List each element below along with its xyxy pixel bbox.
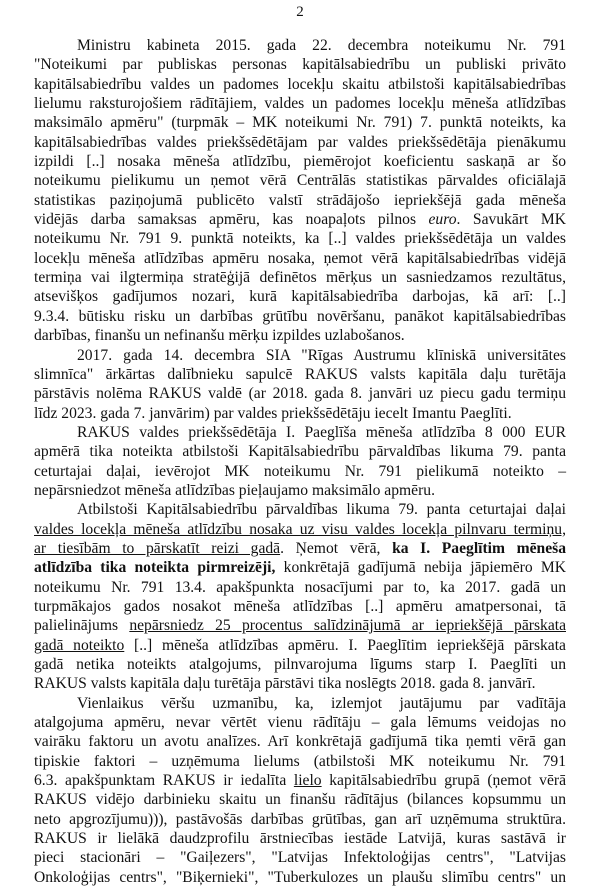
text-line — [34, 249, 566, 268]
text-line — [34, 578, 566, 597]
text-segment: apmērā tika noteikta atbilstoši Kapitālsabiedrību pārvaldības likuma 79. panta — [34, 443, 566, 461]
text-line — [34, 423, 566, 442]
text-line — [34, 94, 566, 113]
text-segment: turpmākajos gados nosakot mēneša atlīdzības [..] apmēru amatpersonai, tā — [34, 597, 566, 615]
text-line — [34, 616, 566, 635]
text-line — [34, 365, 566, 384]
text-segment: [..] mēneša atlīdzības apmēru. I. Paeglītim iepriekšējā pārskata — [124, 636, 566, 654]
text-line — [34, 868, 566, 887]
text-segment: atsevišķos gadījumos nozari, kurā kapitālsabiedrība darbojas, kā arī: [..] — [34, 288, 566, 306]
text-segment: ceturtajai daļai, ievērojot MK noteikumu Nr. 791 pielikumā noteikto – — [34, 462, 566, 480]
text-line — [34, 75, 566, 94]
document-body — [34, 36, 566, 887]
text-segment: 6.3. apakšpunktam RAKUS ir iedalīta — [34, 772, 294, 790]
text-segment: Ministru kabineta 2015. gada 22. decembra noteikumu Nr. 791 — [77, 37, 566, 54]
text-segment: . Savukārt MK — [456, 211, 566, 229]
text-line — [34, 36, 566, 55]
text-segment: vidējās darba samaksas apmēru, kas noapaļots pilnos — [34, 211, 429, 229]
text-line — [34, 558, 566, 577]
text-segment: maksimālo apmēru" (turpmāk – MK noteikumi Nr. 791) 7. punktā noteikts, ka — [34, 114, 566, 132]
text-segment: kapitālsabiedrību grupā (ņemot vērā — [321, 772, 566, 790]
text-segment: RAKUS valdes priekšsēdētāja I. Paeglīša mēneša atlīdzība 8 000 EUR — [77, 423, 566, 441]
text-segment: lielumu raksturojošiem rādītājiem, valdes un padomes locekļu mēneša atlīdzības — [34, 95, 566, 113]
text-line — [34, 287, 566, 306]
text-segment: RAKUS ir lielākā daudzprofilu ārstniecības iestāde Latvijā, kuras sastāvā ir — [34, 830, 566, 848]
text-segment: noteikumu pielikumu un ņemot vērā Centrālās statistikas pārvaldes oficiālajā — [34, 172, 566, 190]
text-segment: RAKUS vidējo darbinieku skaitu un finanšu rādītājus (bilances kopsummu un — [34, 791, 566, 809]
text-segment: atalgojuma apmēru, nevar vērtēt vienu rādītāju – gala lēmums veidojas no — [34, 714, 566, 732]
text-segment: Onkoloģijas centrs", "Biķernieki", "Tuberkulozes un plaušu slimību centrs" un — [34, 868, 566, 886]
text-segment: noteikumu Nr. 791 13.4. apakšpunkta nosacījumi par to, ka 2017. gadā un — [34, 578, 566, 596]
text-line — [34, 152, 566, 171]
text-line — [34, 539, 566, 558]
underlined-text: nepārsniedz 25 procentus salīdzinājumā ar iepriekšējā pārskata — [129, 617, 566, 635]
bold-text: ka I. Paeglītim mēneša — [392, 539, 567, 557]
text-line — [34, 171, 566, 190]
text-line — [34, 636, 566, 655]
text-line — [34, 346, 566, 365]
text-line — [34, 384, 566, 403]
text-segment: neto apgrozījumu))), pastāvošās darbības grūtības, gan arī uzņēmuma struktūra. — [34, 810, 566, 828]
text-line — [34, 655, 566, 674]
underlined-text: ar tiesībām to pārskatīt reizi gadā — [34, 539, 281, 557]
paragraph — [34, 346, 566, 423]
text-line — [34, 326, 566, 345]
text-line — [34, 752, 566, 771]
text-segment: RAKUS valsts kapitāla daļu turētāja pārstāvi tika noslēgts 2018. gada 8. janvārī. — [34, 675, 536, 693]
text-line — [34, 462, 566, 481]
paragraph — [34, 36, 566, 346]
text-line — [34, 597, 566, 616]
paragraph — [34, 694, 566, 887]
bold-text: atlīdzība tika noteikta pirmreizēji, — [34, 559, 276, 577]
text-segment: statistikas paziņojumā publicēto valstī strādājošo iepriekšējā gada mēneša — [34, 191, 566, 209]
text-line — [34, 481, 566, 500]
text-line — [34, 442, 566, 461]
text-segment: Atbilstoši Kapitālsabiedrību pārvaldības likuma 79. panta ceturtajai daļai — [77, 501, 566, 519]
text-segment: termiņa vai ilgtermiņa stratēģijā definētos mērķus un sasniedzamos rezultātus, — [34, 269, 566, 287]
italic-text: euro — [428, 211, 457, 229]
text-segment: "Noteikumi par publiskas personas kapitālsabiedrību un publiski privāto — [34, 56, 566, 74]
text-line — [34, 810, 566, 829]
text-line — [34, 229, 566, 248]
text-segment: vairāku faktoru un avotu analīzes. Arī konkrētajā gadījumā tika ņemti vērā gan — [34, 733, 566, 751]
text-line — [34, 674, 566, 693]
paragraph — [34, 423, 566, 500]
text-line — [34, 732, 566, 751]
text-line — [34, 694, 566, 713]
text-segment: kapitālsabiedrības valdes priekšsēdētājam par valdes priekšsēdētāja pienākumu — [34, 133, 566, 151]
text-line — [34, 500, 566, 519]
text-line — [34, 113, 566, 132]
text-segment: . Ņemot vērā, — [280, 539, 393, 557]
text-line — [34, 520, 566, 539]
text-segment: līdz 2023. gada 7. janvārim) par valdes priekšsēdētāju iecelt Imantu Paeglīti. — [34, 404, 512, 422]
text-segment: izpildi [..] nosaka mēneša atlīdzību, piemērojot koeficientu saskaņā ar šo — [34, 153, 566, 171]
text-line — [34, 133, 566, 152]
text-segment: 2017. gada 14. decembra SIA "Rīgas Austrumu klīniskā universitātes — [77, 346, 566, 364]
text-segment: locekļu mēneša atlīdzības apmēru nosaka, ņemot vērā kapitālsabiedrības vidējā — [34, 249, 566, 267]
text-line — [34, 191, 566, 210]
text-segment: pieci stacionāri – "Gaiļezers", "Latvijas Infektoloģijas centrs", "Latvijas — [34, 849, 566, 867]
text-segment: pārstāvis nolēma RAKUS valdē (ar 2018. gada 8. janvāri uz piecu gadu termiņu — [34, 385, 566, 403]
text-line — [34, 307, 566, 326]
text-line — [34, 713, 566, 732]
text-line — [34, 268, 566, 287]
text-line — [34, 55, 566, 74]
text-line — [34, 771, 566, 790]
text-line — [34, 848, 566, 867]
text-segment: nepārsniedzot mēneša atlīdzības pieļaujamo maksimālo apmēru. — [34, 481, 435, 499]
underlined-text: valdes locekļa mēneša atlīdzību nosaka uz visu valdes locekļa pilnvaru termiņu, — [34, 520, 566, 538]
underlined-text: lielo — [293, 772, 322, 790]
page-number: 2 — [296, 4, 304, 20]
paragraph — [34, 500, 566, 693]
text-segment: 9.3.4. būtisku risku un darbības grūtību novēršanu, panākot kapitālsabiedrības — [34, 307, 566, 325]
text-segment: Vienlaikus vēršu uzmanību, ka, izlemjot jautājumu par vadītāja — [77, 694, 566, 712]
text-line — [34, 404, 566, 423]
text-segment: kapitālsabiedrību valdes un padomes locekļu skaitu atbilstoši kapitālsabiedrības — [34, 75, 566, 93]
text-segment: gadā netika noteikts atalgojums, pilnvarojuma līgums starp I. Paeglīti un — [34, 656, 566, 673]
text-segment: darbības, finanšu un nefinanšu mērķu izpildes uzlabošanos. — [34, 327, 405, 345]
text-segment: tipiskie faktori – uzņēmuma lielums (atbilstoši MK noteikumu Nr. 791 — [34, 752, 566, 770]
text-segment: palielinājums — [34, 617, 130, 635]
text-line — [34, 829, 566, 848]
text-line — [34, 210, 566, 229]
text-line — [34, 790, 566, 809]
text-segment: noteikumu Nr. 791 9. punktā noteikts, ka [..] valdes priekšsēdētāja un valdes — [34, 230, 566, 248]
text-segment: slimnīca" ārkārtas dalībnieku sapulcē RAKUS valsts kapitāla daļu turētāja — [34, 365, 566, 383]
text-segment: konkrētajā gadījumā nebija jāpiemēro MK — [275, 559, 566, 577]
underlined-text: gadā noteikto — [34, 636, 125, 654]
